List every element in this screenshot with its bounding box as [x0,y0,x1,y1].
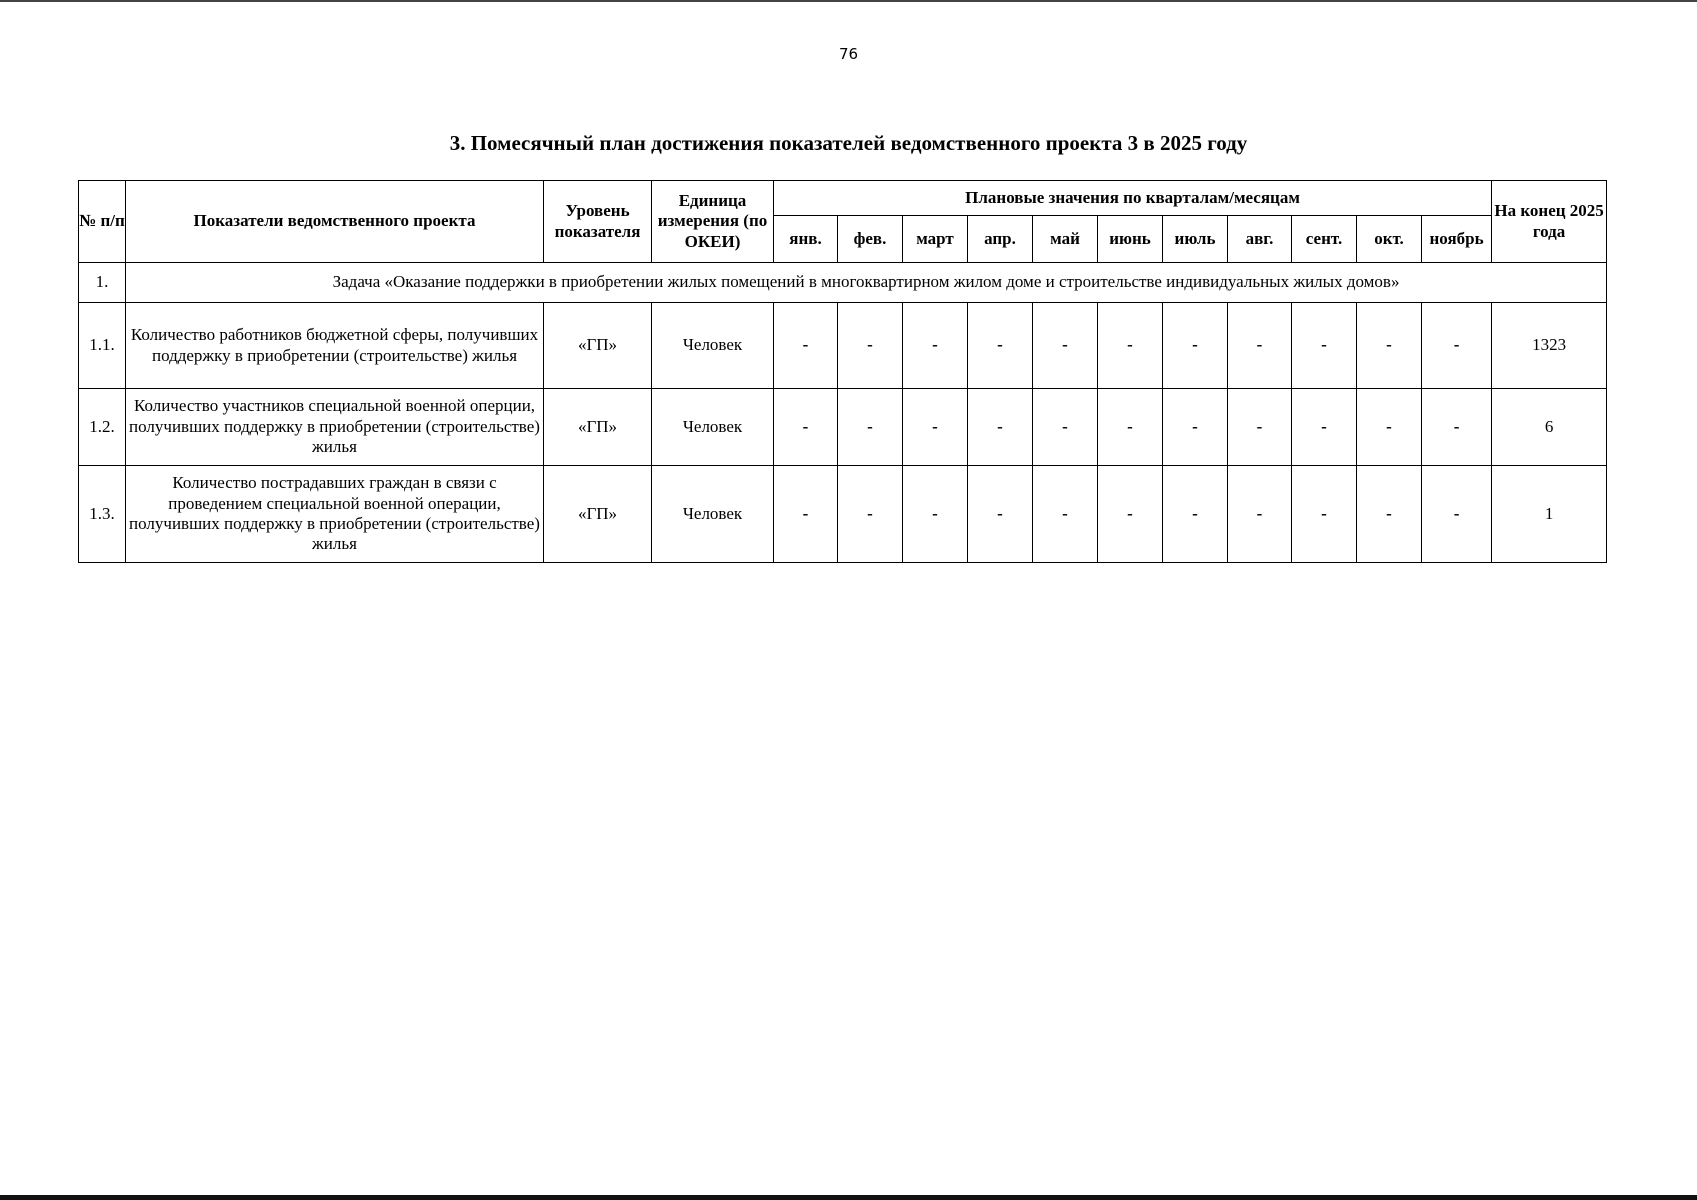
month-value: - [1033,466,1098,563]
header-month: март [903,216,968,263]
header-month: фев. [838,216,903,263]
month-value: - [1357,389,1422,466]
month-value: - [774,303,838,389]
indicator-level: «ГП» [544,466,652,563]
month-value: - [1292,303,1357,389]
header-end-of-year: На конец 2025 года [1492,181,1607,263]
month-value: - [1098,303,1163,389]
bottom-border-line [0,1195,1697,1200]
header-month: авг. [1228,216,1292,263]
month-value: - [1163,466,1228,563]
indicator-name: Количество пострадавших граждан в связи с проведением специальной военной операции, получивших поддержку в приобретении (строительстве) жилья [126,466,544,563]
month-value: - [774,466,838,563]
month-value: - [1033,303,1098,389]
month-value: - [1163,389,1228,466]
indicator-unit: Человек [652,389,774,466]
month-value: - [968,466,1033,563]
month-value: - [1292,466,1357,563]
row-num: 1.1. [79,303,126,389]
month-value: - [1163,303,1228,389]
header-month: окт. [1357,216,1422,263]
month-value: - [838,466,903,563]
table-row [79,303,1607,389]
header-month: ноябрь [1422,216,1492,263]
month-value: - [1357,303,1422,389]
monthly-plan-table [78,180,1607,563]
header-num: № п/п [79,181,126,263]
month-value: - [1422,389,1492,466]
header-month: янв. [774,216,838,263]
task-num: 1. [79,263,126,303]
end-of-year-value: 1 [1492,466,1607,563]
month-value: - [903,389,968,466]
month-value: - [968,389,1033,466]
indicator-name: Количество работников бюджетной сферы, получивших поддержку в приобретении (строительстве) жилья [126,303,544,389]
month-value: - [1228,466,1292,563]
header-month: сент. [1292,216,1357,263]
end-of-year-value: 1323 [1492,303,1607,389]
month-value: - [1098,389,1163,466]
task-text: Задача «Оказание поддержки в приобретении жилых помещений в многоквартирном жилом доме и строительстве индивидуальных жилых домов» [126,263,1607,303]
header-planned-values: Плановые значения по кварталам/месяцам [774,181,1492,216]
month-value: - [1098,466,1163,563]
header-month: июнь [1098,216,1163,263]
indicator-name: Количество участников специальной военной оперции, получивших поддержку в приобретении (строительстве) жилья [126,389,544,466]
month-value: - [1033,389,1098,466]
indicator-unit: Человек [652,303,774,389]
row-num: 1.2. [79,389,126,466]
month-value: - [968,303,1033,389]
month-value: - [1422,303,1492,389]
task-row [79,263,1607,303]
header-month: июль [1163,216,1228,263]
month-value: - [1422,466,1492,563]
month-value: - [1357,466,1422,563]
month-value: - [838,303,903,389]
header-indicator: Показатели ведомственного проекта [126,181,544,263]
header-month: апр. [968,216,1033,263]
table-row [79,389,1607,466]
month-value: - [1228,303,1292,389]
indicator-unit: Человек [652,466,774,563]
header-unit: Единица измерения (по ОКЕИ) [652,181,774,263]
month-value: - [1292,389,1357,466]
top-border-line [0,0,1697,2]
page-number: 76 [838,45,859,63]
header-level: Уровень показателя [544,181,652,263]
month-value: - [838,389,903,466]
month-value: - [774,389,838,466]
month-value: - [903,466,968,563]
month-value: - [903,303,968,389]
header-month: май [1033,216,1098,263]
indicator-level: «ГП» [544,303,652,389]
indicator-level: «ГП» [544,389,652,466]
end-of-year-value: 6 [1492,389,1607,466]
table-row [79,466,1607,563]
document-title: 3. Помесячный план достижения показателей ведомственного проекта 3 в 2025 году [449,131,1248,155]
row-num: 1.3. [79,466,126,563]
month-value: - [1228,389,1292,466]
